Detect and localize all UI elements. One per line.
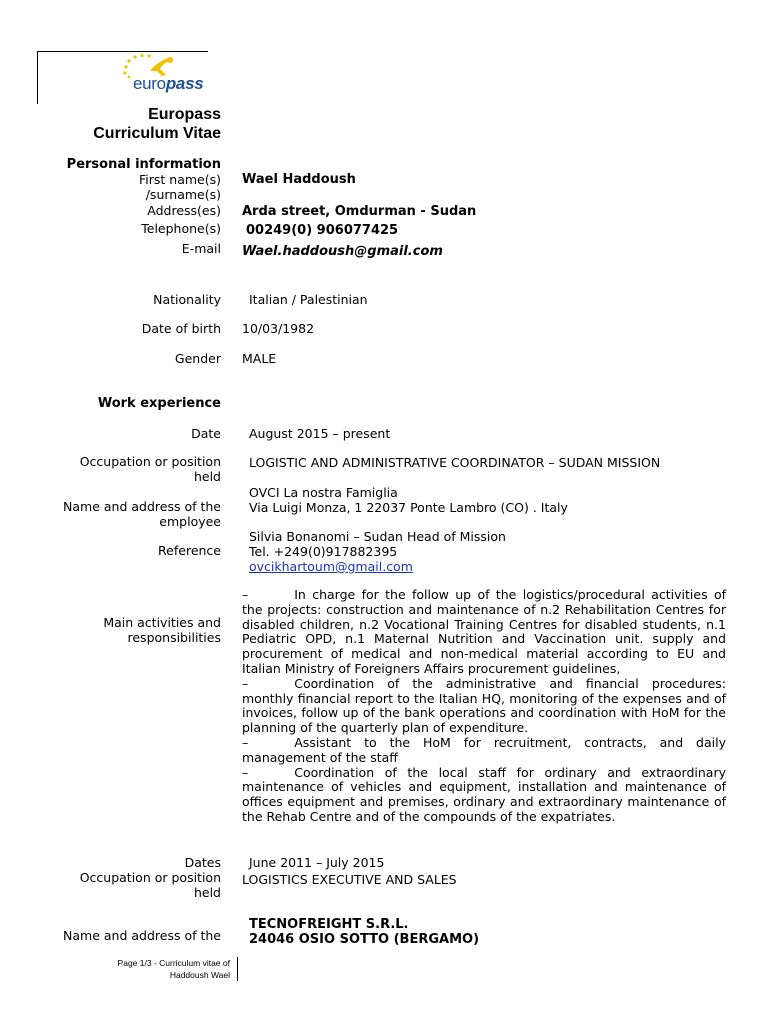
- footer-divider: [237, 957, 238, 981]
- label-first-name: First name(s): [139, 172, 221, 187]
- value-job1-employer-name: OVCI La nostra Famiglia: [249, 485, 398, 500]
- job1-activities-text: [242, 588, 726, 825]
- label-job1-date: Date: [191, 426, 221, 441]
- label-gender: Gender: [174, 351, 221, 366]
- value-date-of-birth: 10/03/1982: [242, 321, 315, 336]
- activity-item: – In charge for the follow up of the logistics/procedural activities of the projects: construction and maintenance of n.2 Rehabilitation Centres for disabled children, n.2 Vocational Training Centres for disabled students, n.1 Pediatric OPD, n.1 Maternal Nutrition and Vaccination unit. supply and procurement of medical and non-medical material according to EU and Italian Ministry of Foreigners Affairs procurement guidelines,: [242, 587, 726, 676]
- value-gender: MALE: [242, 351, 277, 366]
- value-job2-date: June 2011 – July 2015: [249, 855, 385, 870]
- activity-item: – Assistant to the HoM for recruitment, contracts, and daily management of the staff: [242, 734, 726, 765]
- label-job2-occupation-2: held: [193, 885, 221, 900]
- footer-page-info: Page 1/3 - Curriculum vitae of: [117, 958, 230, 968]
- value-job1-occupation: LOGISTIC AND ADMINISTRATIVE COORDINATOR – SUDAN MISSION: [249, 455, 661, 470]
- label-job1-employer-2: employee: [159, 514, 221, 529]
- europass-logo: europass: [133, 74, 204, 93]
- label-job1-occupation-2: held: [193, 469, 221, 484]
- value-job1-reference-name: Silvia Bonanomi – Sudan Head of Mission: [249, 529, 506, 544]
- page-footer: [118, 957, 230, 981]
- label-telephone: Telephone(s): [141, 221, 221, 236]
- label-job1-occupation-1: Occupation or position: [79, 454, 221, 469]
- label-job2-date: Dates: [184, 855, 221, 870]
- cv-title-europass: Europass: [148, 106, 221, 123]
- label-job2-occupation-1: Occupation or position: [79, 870, 221, 885]
- label-date-of-birth: Date of birth: [141, 321, 221, 336]
- value-telephone: 00249(0) 906077425: [246, 223, 399, 238]
- value-name: Wael Haddoush: [242, 172, 356, 187]
- value-job1-employer-address: Via Luigi Monza, 1 22037 Ponte Lambro (CO) . Italy: [249, 500, 568, 515]
- value-address: Arda street, Omdurman - Sudan: [242, 204, 477, 219]
- reference-email-link[interactable]: ovcikhartoum@gmail.com: [249, 559, 413, 574]
- cv-title-curriculum-vitae: Curriculum Vitae: [93, 125, 221, 142]
- label-job1-activities-2: responsibilities: [127, 630, 221, 645]
- footer-author: Haddoush Wael: [169, 970, 230, 980]
- activity-item: – Coordination of the local staff for ordinary and extraordinary maintenance of vehicles and equipment, installation and maintenance of offices equipment and premises, ordinary and extraordinary maintenance of the Rehab Centre and of the compounds of the expatriates.: [242, 764, 726, 824]
- section-personal-information: Personal information: [66, 157, 221, 172]
- value-job2-employer-address: 24046 OSIO SOTTO (BERGAMO): [249, 932, 480, 947]
- label-email: E-mail: [181, 241, 221, 256]
- value-job2-occupation: LOGISTICS EXECUTIVE AND SALES: [242, 872, 457, 887]
- value-job2-employer-name: TECNOFREIGHT S.R.L.: [249, 917, 409, 932]
- label-surname: /surname(s): [145, 187, 221, 202]
- label-nationality: Nationality: [153, 292, 221, 307]
- label-job2-employer: Name and address of the: [63, 928, 221, 943]
- label-job1-activities-1: Main activities and: [103, 615, 221, 630]
- value-nationality: Italian / Palestinian: [249, 292, 368, 307]
- label-job1-employer-1: Name and address of the: [63, 499, 221, 514]
- section-work-experience: Work experience: [97, 396, 221, 411]
- value-email: Wael.haddoush@gmail.com: [242, 244, 443, 259]
- activity-item: – Coordination of the administrative and financial procedures: monthly financial report to the Italian HQ, monitoring of the expenses and of invoices, follow up of the bank operations and coordination with HoM for the planning of the quarterly plan of expenditure.: [242, 675, 726, 736]
- value-job1-date: August 2015 – present: [249, 426, 391, 441]
- label-address: Address(es): [147, 203, 221, 218]
- label-job1-reference: Reference: [158, 543, 221, 558]
- value-job1-reference-tel: Tel. +249(0)917882395: [249, 544, 398, 559]
